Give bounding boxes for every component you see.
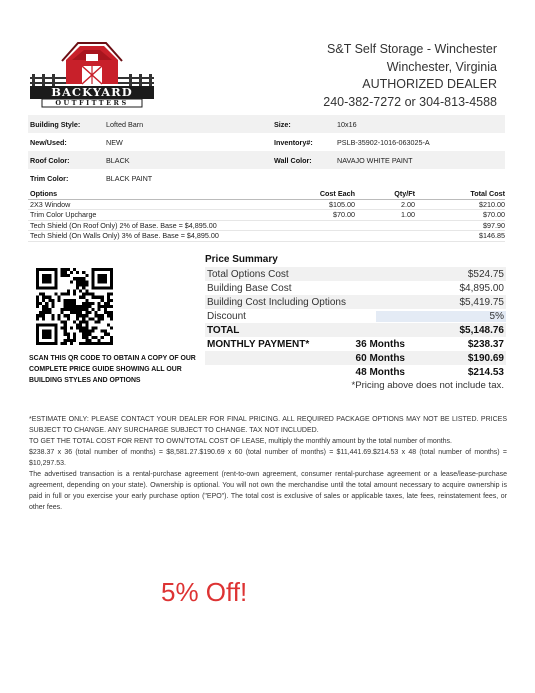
options-col-total: Total Cost (470, 189, 505, 199)
discount-value: 5% (376, 311, 506, 322)
table-row (28, 221, 505, 232)
wall-color-value: NAVAJO WHITE PAINT (337, 155, 413, 165)
disclaimer (29, 414, 507, 513)
logo-word-backyard: BACKYARD (51, 85, 133, 99)
payment-term: 60 Months (355, 352, 405, 364)
building-style-label: Building Style: (30, 119, 81, 129)
inventory-label: Inventory#: (274, 137, 313, 147)
disclaimer-rental-purchase: The advertised transaction is a rental-purchase agreement (rent-to-own agreement, consumer rental-purchase agreement or a lease/lease-purchase agreement, depending on your state). Ownership is optional. You will not own the merchandise until the total amount necessary to acquire ownership is paid in full or you exercise your early purchase option ("EPO"). The total cost is exclusive of sales or applicable taxes, late fees, reinstatement fees, or other fees. (29, 471, 507, 511)
new-used-label: New/Used: (30, 137, 67, 147)
table-row (28, 231, 505, 242)
dealer-status: AUTHORIZED DEALER (362, 77, 497, 91)
info-row (28, 169, 505, 187)
qr-code-icon[interactable] (36, 268, 113, 345)
option-total: $97.90 (483, 220, 505, 230)
option-total: $210.00 (479, 199, 505, 209)
payment-row (205, 337, 506, 351)
price-summary (205, 254, 506, 391)
qr-code-note: SCAN THIS QR CODE TO OBTAIN A COPY OF OUR COMPLETE PRICE GUIDE SHOWING ALL OUR BUILDING STYLES AND OPTIONS (29, 355, 196, 384)
total-value: $5,148.76 (459, 324, 504, 336)
new-used-value: NEW (106, 137, 123, 147)
qr-code-graphic (36, 268, 113, 345)
option-total: $70.00 (483, 210, 505, 220)
summary-row (205, 267, 506, 281)
pricing-tax-note: *Pricing above does not include tax. (351, 380, 504, 391)
total-options-label: Total Options Cost (207, 268, 289, 280)
payment-term: 48 Months (355, 366, 405, 378)
option-qty: 2.00 (401, 199, 415, 209)
option-name: Trim Color Upcharge (30, 210, 97, 220)
trim-color-value: BLACK PAINT (106, 173, 153, 183)
payment-amount: $190.69 (467, 352, 504, 364)
info-row (28, 151, 505, 169)
discount-label: Discount (207, 310, 246, 322)
disclaimer-calculation: $238.37 x 36 (total number of months) = $8,581.27.$190.69 x 60 (total number of months) = $11,441.69.$214.53 x 48 (total number of months) = $10,297.53. (29, 449, 507, 467)
disclaimer-estimate: *ESTIMATE ONLY: PLEASE CONTACT YOUR DEALER FOR FINAL PRICING. ALL REQUIRED PACKAGE OPTIONS MAY NOT BE LISTED. PRICES SUBJECT TO CHANGE. ANY SURCHARGE SUBJECT TO CHANGE. TAX NOT INCLUDED. (29, 416, 507, 434)
option-name: Tech Shield (On Walls Only) 3% of Base. Base = $4,895.00 (30, 231, 219, 241)
backyard-outfitters-logo (28, 40, 156, 108)
trim-color-label: Trim Color: (30, 173, 69, 183)
building-info-table (28, 115, 505, 187)
promo-text: 5% Off! (161, 577, 248, 607)
options-header-row (28, 189, 505, 200)
monthly-payment-label: MONTHLY PAYMENT* (207, 338, 310, 350)
options-col-name: Options (30, 189, 58, 199)
size-label: Size: (274, 119, 291, 129)
payment-term: 36 Months (355, 338, 405, 350)
dealer-name: S&T Self Storage - Winchester (327, 42, 497, 56)
payment-row (205, 365, 506, 379)
options-table (28, 189, 505, 242)
option-name: Tech Shield (On Roof Only) 2% of Base. Base = $4,895.00 (30, 220, 217, 230)
total-options-value: $524.75 (467, 268, 504, 280)
option-cost: $105.00 (329, 199, 355, 209)
dealer-phones: 240-382-7272 or 304-813-4588 (323, 94, 497, 109)
payment-row (205, 351, 506, 365)
summary-row (205, 323, 506, 337)
logo-word-outfitters: OUTFITTERS (55, 99, 129, 107)
building-style-value: Lofted Barn (106, 119, 144, 129)
options-col-cost: Cost Each (319, 189, 355, 199)
base-cost-value: $4,895.00 (459, 282, 504, 294)
inventory-value: PSLB-35902-1016-063025-A (337, 137, 430, 147)
summary-row (205, 281, 506, 295)
option-total: $146.85 (479, 231, 505, 241)
table-row (28, 210, 505, 221)
option-cost: $70.00 (333, 210, 355, 220)
disclaimer-total-cost: TO GET THE TOTAL COST FOR RENT TO OWN/TOTAL COST OF LEASE, multiply the monthly amount by the total number of months. (29, 438, 452, 445)
info-row (28, 133, 505, 151)
roof-color-value: BLACK (106, 155, 130, 165)
dealer-city: Winchester, Virginia (386, 59, 497, 74)
incl-cost-label: Building Cost Including Options (207, 296, 346, 308)
table-row (28, 200, 505, 211)
summary-row (205, 295, 506, 309)
options-col-qty: Qty/Ft (394, 189, 415, 199)
roof-color-label: Roof Color: (30, 155, 70, 165)
payment-amount: $238.37 (467, 338, 504, 350)
total-label: TOTAL (207, 324, 240, 336)
option-qty: 1.00 (401, 210, 415, 220)
wall-color-label: Wall Color: (274, 155, 312, 165)
payment-amount: $214.53 (467, 366, 504, 378)
base-cost-label: Building Base Cost (207, 282, 292, 294)
price-summary-title: Price Summary (205, 254, 278, 265)
option-name: 2X3 Window (30, 199, 71, 209)
incl-cost-value: $5,419.75 (459, 296, 504, 308)
dealer-info (323, 41, 497, 111)
summary-row (205, 309, 506, 323)
info-row (28, 115, 505, 133)
size-value: 10x16 (337, 119, 357, 129)
